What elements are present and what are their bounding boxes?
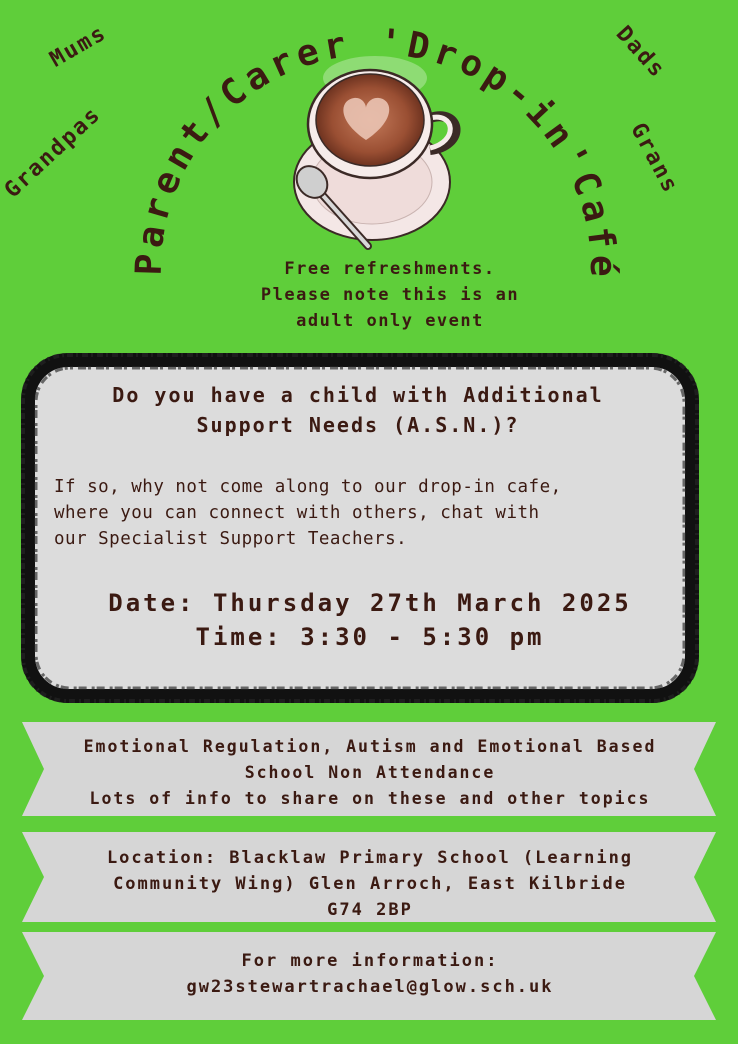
word-grandpas: Grandpas xyxy=(0,101,107,204)
contact-text: For more information: gw23stewartrachael@glow.sch.uk xyxy=(186,951,554,997)
word-dads: Dads xyxy=(610,21,671,84)
location-text: Location: Blacklaw Primary School (Learning Community Wing) Glen Arroch, East Kilbride G74 2BP xyxy=(106,848,634,920)
date-time: Date: Thursday 27th March 2025 Time: 3:30 - 5:30 pm xyxy=(108,589,632,651)
word-mums: Mums xyxy=(45,20,112,73)
email-link[interactable] xyxy=(150,974,590,1000)
event-title: Parent/Carer 'Drop-in'Café xyxy=(128,21,624,282)
topics-text: Emotional Regulation, Autism and Emotional Based School Non Attendance Lots of info to share on these and other topics xyxy=(83,737,657,808)
coffee-cup-icon xyxy=(294,70,456,240)
asn-question: Do you have a child with Additional Support Needs (A.S.N.)? xyxy=(112,383,604,437)
refreshments-note: Free refreshments. Please note this is an adult only event xyxy=(260,259,520,331)
word-grans: Grans xyxy=(625,118,684,199)
event-description: If so, why not come along to our drop-in cafe, where you can connect with others, chat with our Specialist Support Teachers. xyxy=(54,477,562,549)
